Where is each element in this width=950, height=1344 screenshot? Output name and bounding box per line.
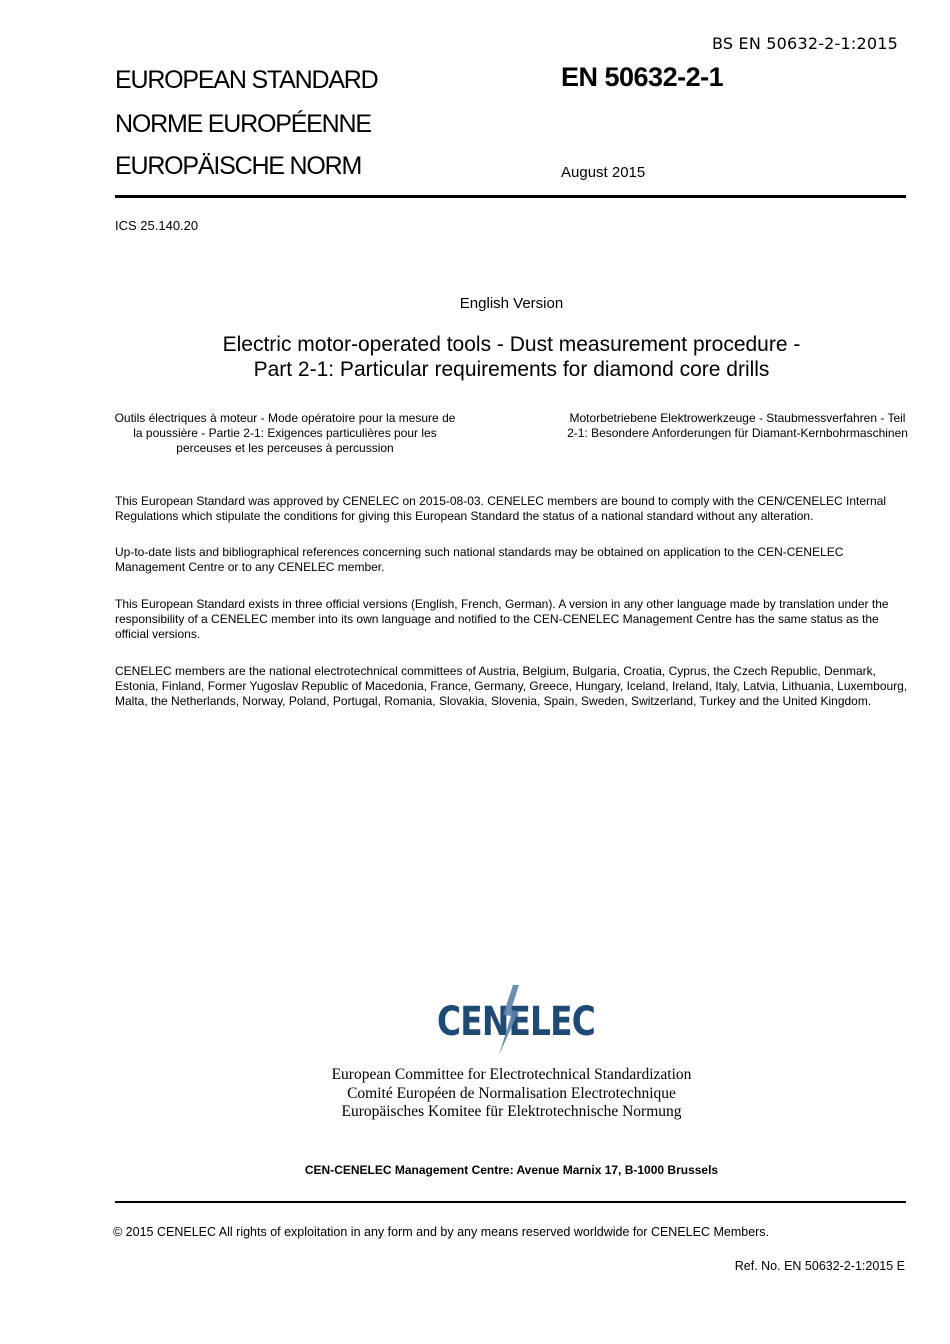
title-line-2: Part 2-1: Particular requirements for diamond core drills — [253, 358, 770, 381]
german-title: Motorbetriebene Elektrowerkzeuge - Staubmessverfahren - Teil 2-1: Besondere Anforderungen für Diamant-Kernbohrmaschinen — [567, 411, 908, 440]
version-label: English Version — [459, 295, 564, 312]
document-title — [0, 332, 950, 382]
reference-number: Ref. No. EN 50632-2-1:2015 E — [734, 1259, 905, 1273]
committee-name-english: European Committee for Electrotechnical Standardization — [331, 1066, 692, 1083]
standard-name-german: EUROPÄISCHE NORM — [115, 152, 362, 180]
lightning-bolt-icon — [489, 985, 529, 1055]
standard-name-french: NORME EUROPÉENNE — [115, 110, 371, 138]
cenelec-logo-text: CENELEC — [437, 999, 595, 1045]
management-centre-address: CEN-CENELEC Management Centre: Avenue Marnix 17, B-1000 Brussels — [304, 1163, 719, 1177]
versions-paragraph: This European Standard exists in three official versions (English, French, German). A version in any other language made by translation under the responsibility of a CENELEC member into its own language and notified to the CEN-CENELEC Management Centre has the same status as the official versions. — [115, 597, 889, 641]
title-line-1: Electric motor-operated tools - Dust measurement procedure - — [222, 333, 801, 356]
members-paragraph: CENELEC members are the national electrotechnical committees of Austria, Belgium, Bulgaria, Croatia, Cyprus, the Czech Republic, Denmark, Estonia, Finland, Former Yugoslav Republic of Macedonia, France, Germany, Greece, Hungary, Iceland, Ireland, Italy, Latvia, Lithuania, Luxembourg, Malta, the Netherlands, Norway, Poland, Portugal, Romania, Slovakia, Slovenia, Spain, Sweden, Switzerland, Turkey and the United Kingdom. — [115, 664, 908, 708]
header-divider — [115, 195, 906, 198]
standard-name-english: EUROPEAN STANDARD — [115, 66, 378, 94]
french-title: Outils électriques à moteur - Mode opératoire pour la mesure de la poussière - Partie 2-1: Exigences particulières pour les perceuses et les perceuses à percussion — [114, 411, 456, 455]
footer-divider — [115, 1201, 906, 1203]
committee-name-french: Comité Européen de Normalisation Electrotechnique — [347, 1084, 676, 1102]
publication-date: August 2015 — [561, 164, 646, 181]
references-paragraph: Up-to-date lists and bibliographical references concerning such national standards may be obtained on application to the CEN-CENELEC Management Centre or to any CENELEC member. — [115, 545, 844, 574]
committee-names — [0, 1066, 950, 1122]
bs-reference: BS EN 50632-2-1:2015 — [712, 34, 899, 53]
committee-name-german: Europäisches Komitee für Elektrotechnische Normung — [341, 1103, 682, 1120]
approval-paragraph: This European Standard was approved by CENELEC on 2015-08-03. CENELEC members are bound to comply with the CEN/CENELEC Internal Regulations which stipulate the conditions for giving this European Standard the status of a national standard without any alteration. — [115, 494, 887, 523]
standard-number: EN 50632-2-1 — [561, 62, 724, 92]
copyright-notice: © 2015 CENELEC All rights of exploitation in any form and by any means reserved worldwide for CENELEC Members. — [113, 1225, 770, 1239]
ics-code: ICS 25.140.20 — [115, 218, 199, 233]
cenelec-logo — [437, 985, 601, 1053]
